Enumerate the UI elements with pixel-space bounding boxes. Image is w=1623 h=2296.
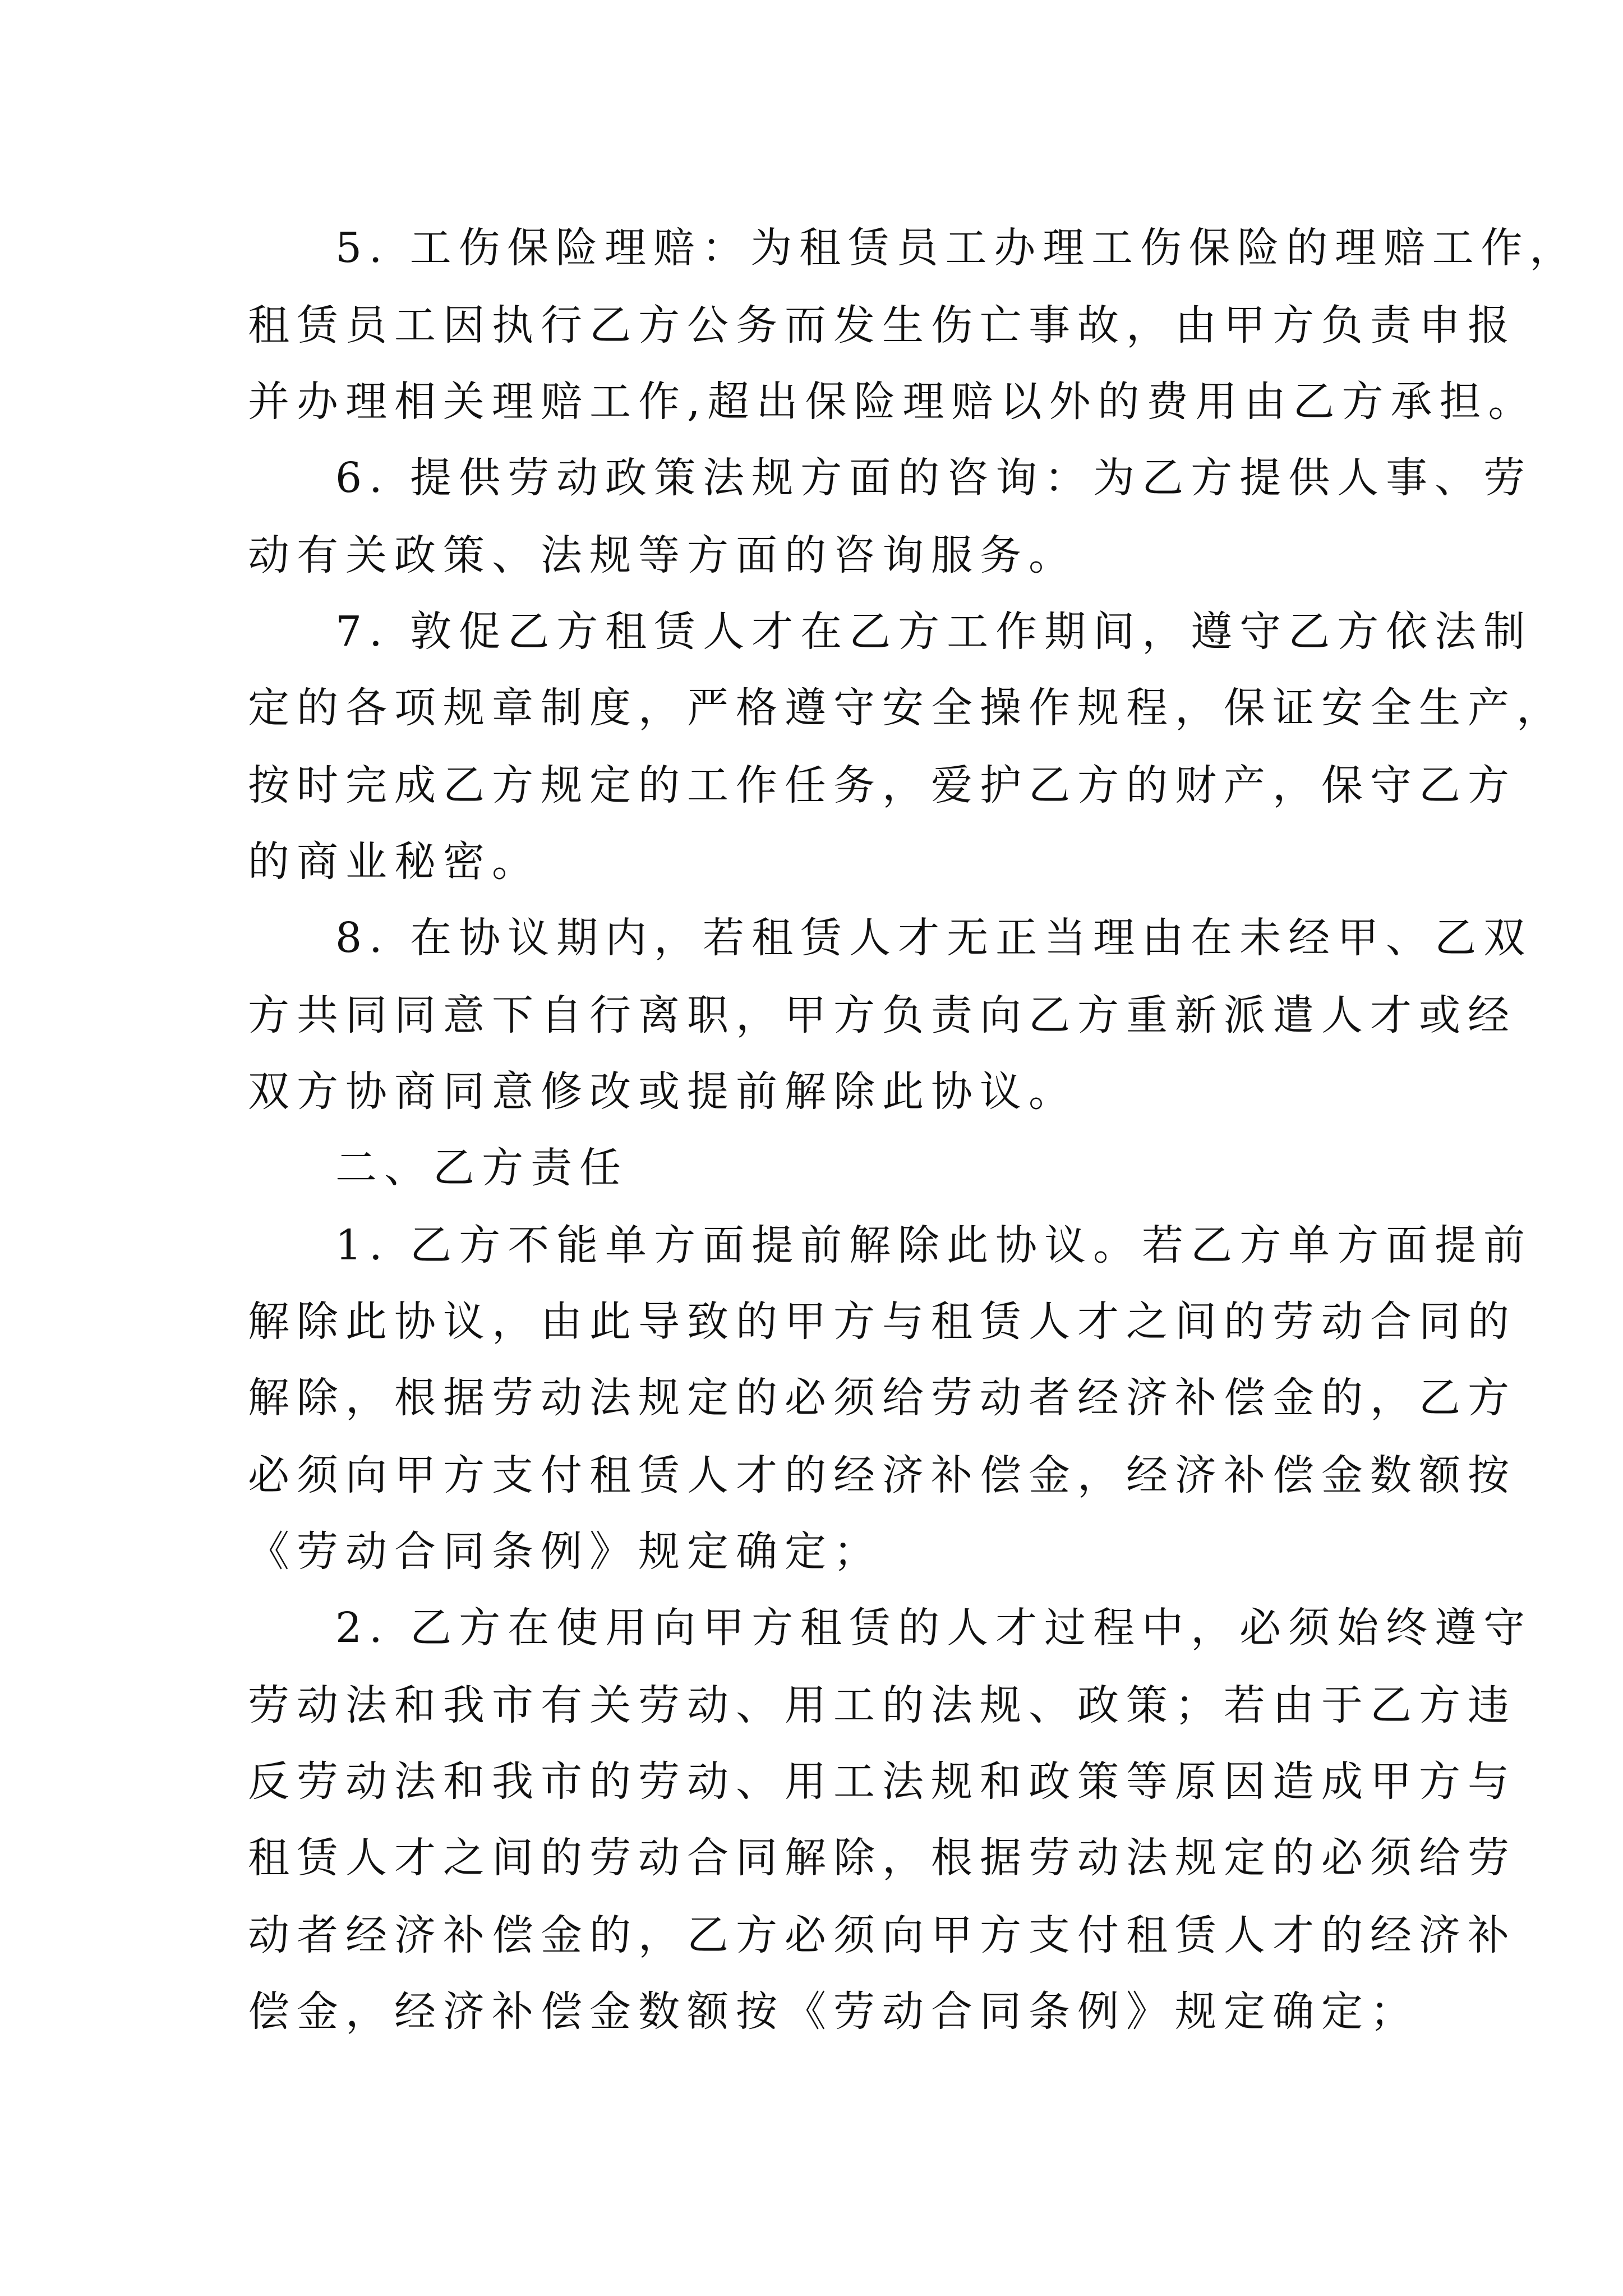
paragraph-b2-line-3: 反劳动法和我市的劳动、用工法规和政策等原因造成甲方与: [248, 1757, 1516, 1806]
paragraph-b1-line-1: 1. 乙方不能单方面提前解除此协议。若乙方单方面提前: [335, 1221, 1533, 1269]
paragraph-5-line-1: 5. 工伤保险理赔：为租赁员工办理工伤保险的理赔工作，: [335, 224, 1579, 272]
paragraph-8-line-1: 8. 在协议期内，若租赁人才无正当理由在未经甲、乙双: [335, 914, 1533, 962]
paragraph-7-line-4: 的商业秘密。: [248, 838, 541, 886]
section-heading: 二、乙方责任: [335, 1144, 628, 1192]
paragraph-5-line-2: 租赁员工因执行乙方公务而发生伤亡事故，由甲方负责申报: [248, 301, 1516, 349]
paragraph-b1-line-3: 解除，根据劳动法规定的必须给劳动者经济补偿金的，乙方: [248, 1374, 1516, 1422]
paragraph-7-line-2: 定的各项规章制度，严格遵守安全操作规程，保证安全生产，: [248, 684, 1565, 732]
paragraph-8-line-2: 方共同同意下自行离职，甲方负责向乙方重新派遣人才或经: [248, 991, 1516, 1039]
paragraph-b2-line-1: 2. 乙方在使用向甲方租赁的人才过程中，必须始终遵守: [335, 1604, 1533, 1652]
paragraph-6-line-1: 6. 提供劳动政策法规方面的咨询：为乙方提供人事、劳: [335, 454, 1533, 502]
paragraph-b1-line-5: 《劳动合同条例》规定确定；: [248, 1527, 882, 1576]
paragraph-6-line-2: 动有关政策、法规等方面的咨询服务。: [248, 531, 1077, 579]
paragraph-b2-line-6: 偿金，经济补偿金数额按《劳动合同条例》规定确定；: [248, 1987, 1419, 2036]
paragraph-b2-line-4: 租赁人才之间的劳动合同解除，根据劳动法规定的必须给劳: [248, 1834, 1516, 1882]
paragraph-7-line-3: 按时完成乙方规定的工作任务，爱护乙方的财产，保守乙方: [248, 761, 1516, 809]
paragraph-5-line-3: 并办理相关理赔工作,超出保险理赔以外的费用由乙方承担。: [248, 378, 1537, 426]
paragraph-8-line-3: 双方协商同意修改或提前解除此协议。: [248, 1068, 1077, 1116]
paragraph-b1-line-4: 必须向甲方支付租赁人才的经济补偿金，经济补偿金数额按: [248, 1451, 1516, 1499]
paragraph-b2-line-5: 动者经济补偿金的，乙方必须向甲方支付租赁人才的经济补: [248, 1911, 1516, 1959]
paragraph-7-line-1: 7. 敦促乙方租赁人才在乙方工作期间，遵守乙方依法制: [335, 608, 1533, 656]
paragraph-b2-line-2: 劳动法和我市有关劳动、用工的法规、政策；若由于乙方违: [248, 1681, 1516, 1729]
paragraph-b1-line-2: 解除此协议，由此导致的甲方与租赁人才之间的劳动合同的: [248, 1297, 1516, 1346]
